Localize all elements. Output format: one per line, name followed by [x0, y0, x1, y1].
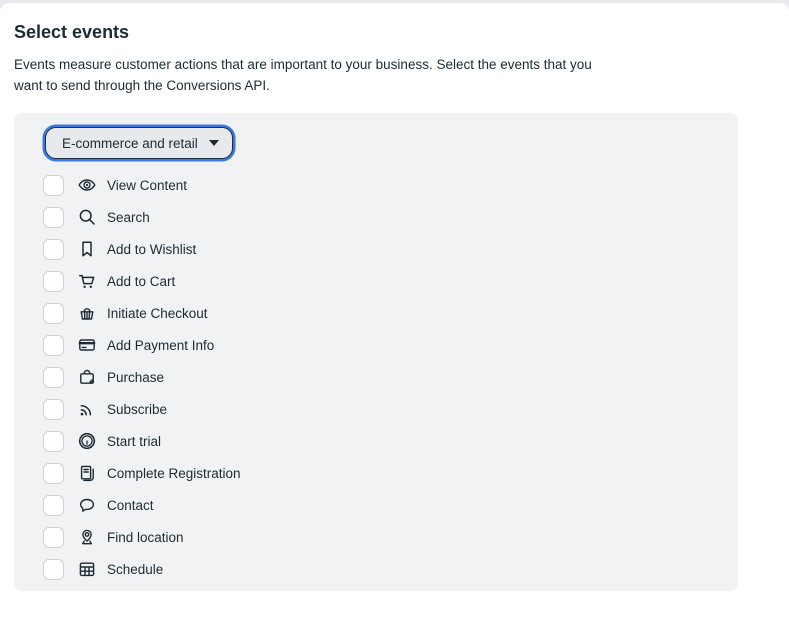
rss-icon	[77, 399, 97, 419]
caret-down-icon	[209, 140, 219, 146]
calendar-icon	[77, 559, 97, 579]
event-label: Initiate Checkout	[107, 305, 208, 321]
clock-icon	[77, 431, 97, 451]
event-row	[43, 553, 710, 585]
event-row	[43, 201, 710, 233]
event-row	[43, 521, 710, 553]
event-checkbox[interactable]	[43, 463, 64, 484]
basket-icon	[77, 303, 97, 323]
event-row	[43, 265, 710, 297]
bookmark-icon	[77, 239, 97, 259]
event-checkbox[interactable]	[43, 175, 64, 196]
event-label: Purchase	[107, 369, 165, 385]
eye-icon	[77, 175, 97, 195]
event-label: Find location	[107, 529, 184, 545]
event-label: Start trial	[107, 433, 162, 449]
event-checkbox[interactable]	[43, 367, 64, 388]
event-checkbox[interactable]	[43, 559, 64, 580]
event-label: Add to Cart	[107, 273, 176, 289]
event-checkbox[interactable]	[43, 271, 64, 292]
event-checkbox[interactable]	[43, 239, 64, 260]
event-row	[43, 457, 710, 489]
event-row	[43, 297, 710, 329]
category-dropdown-label: E-commerce and retail	[62, 135, 198, 151]
event-checkbox[interactable]	[43, 207, 64, 228]
events-panel	[14, 113, 738, 591]
event-list	[43, 169, 710, 585]
credit-card-icon	[77, 335, 97, 355]
event-label: Subscribe	[107, 401, 168, 417]
event-row	[43, 169, 710, 201]
event-row	[43, 393, 710, 425]
page-title: Select events	[14, 22, 130, 42]
event-label: Schedule	[107, 561, 164, 577]
event-row	[43, 233, 710, 265]
event-checkbox[interactable]	[43, 431, 64, 452]
event-label: Add Payment Info	[107, 337, 215, 353]
event-label: Contact	[107, 497, 154, 513]
pages-icon	[77, 463, 97, 483]
chat-bubble-icon	[77, 495, 97, 515]
location-pin-icon	[77, 527, 97, 547]
event-label: Add to Wishlist	[107, 241, 197, 257]
event-checkbox[interactable]	[43, 527, 64, 548]
shopping-bag-icon	[77, 367, 97, 387]
event-row	[43, 329, 710, 361]
event-checkbox[interactable]	[43, 495, 64, 516]
event-row	[43, 489, 710, 521]
search-icon	[77, 207, 97, 227]
event-label: Complete Registration	[107, 465, 241, 481]
event-checkbox[interactable]	[43, 399, 64, 420]
cart-icon	[77, 271, 97, 291]
event-row	[43, 425, 710, 457]
event-row	[43, 361, 710, 393]
event-label: Search	[107, 209, 150, 225]
event-checkbox[interactable]	[43, 335, 64, 356]
event-label: View Content	[107, 177, 188, 193]
page-description: Events measure customer actions that are important to your business. Select the events that you want to send through the Conversions API.	[14, 57, 592, 93]
event-checkbox[interactable]	[43, 303, 64, 324]
category-dropdown[interactable]	[45, 127, 233, 159]
